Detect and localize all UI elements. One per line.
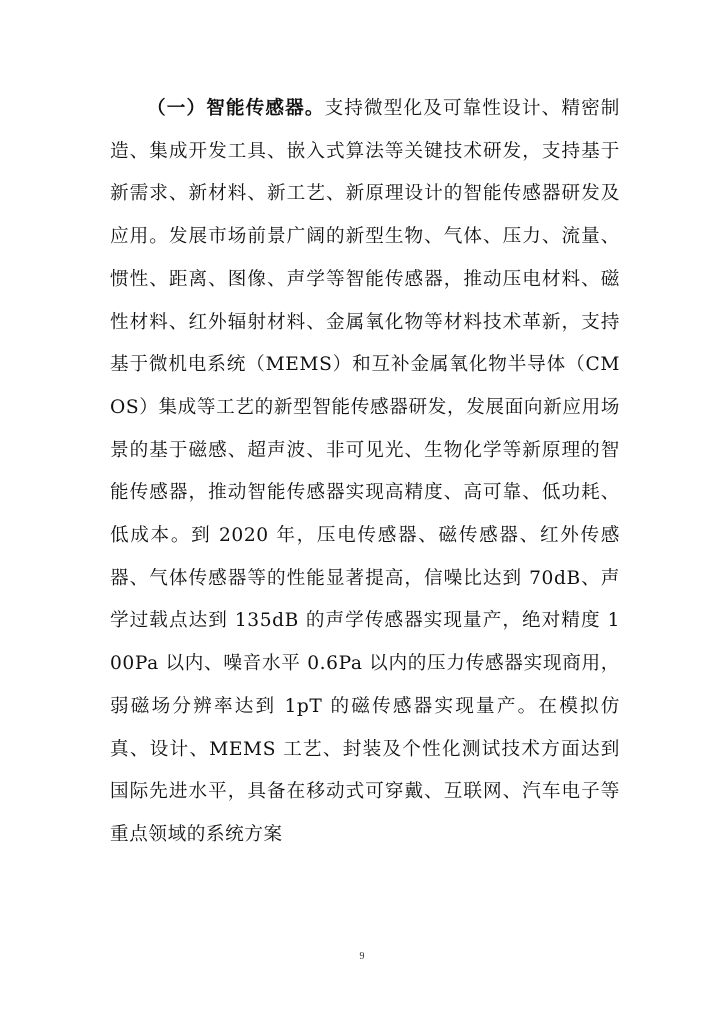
page-number: 9 bbox=[359, 951, 365, 962]
body-paragraph bbox=[110, 88, 620, 857]
section-heading: （一）智能传感器。 bbox=[147, 98, 325, 119]
paragraph-text: 支持微型化及可靠性设计、精密制造、集成开发工具、嵌入式算法等关键技术研发，支持基于新需求、新材料、新工艺、新原理设计的智能传感器研发及应用。发展市场前景广阔的新型生物、气体、压力、流量、惯性、距离、图像、声学等智能传感器，推动压电材料、磁性材料、红外辐射材料、金属氧化物等材料技术革新，支持基于微机电系统（MEMS）和互补金属氧化物半导体（CMOS）集成等工艺的新型智能传感器研发，发展面向新应用场景的基于磁感、超声波、非可见光、生物化学等新原理的智能传感器，推动智能传感器实现高精度、高可靠、低功耗、低成本。到 2020 年，压电传感器、磁传感器、红外传感器、气体传感器等的性能显著提高，信噪比达到 70dB、声学过载点达到 135dB 的声学传感器实现量产，绝对精度 100Pa 以内、噪音水平 0.6Pa 以内的压力传感器实现商用，弱磁场分辨率达到 1pT 的磁传感器实现量产。在模拟仿真、设计、MEMS 工艺、封装及个性化测试技术方面达到国际先进水平，具备在移动式可穿戴、互联网、汽车电子等重点领域的系统方案 bbox=[110, 98, 620, 845]
